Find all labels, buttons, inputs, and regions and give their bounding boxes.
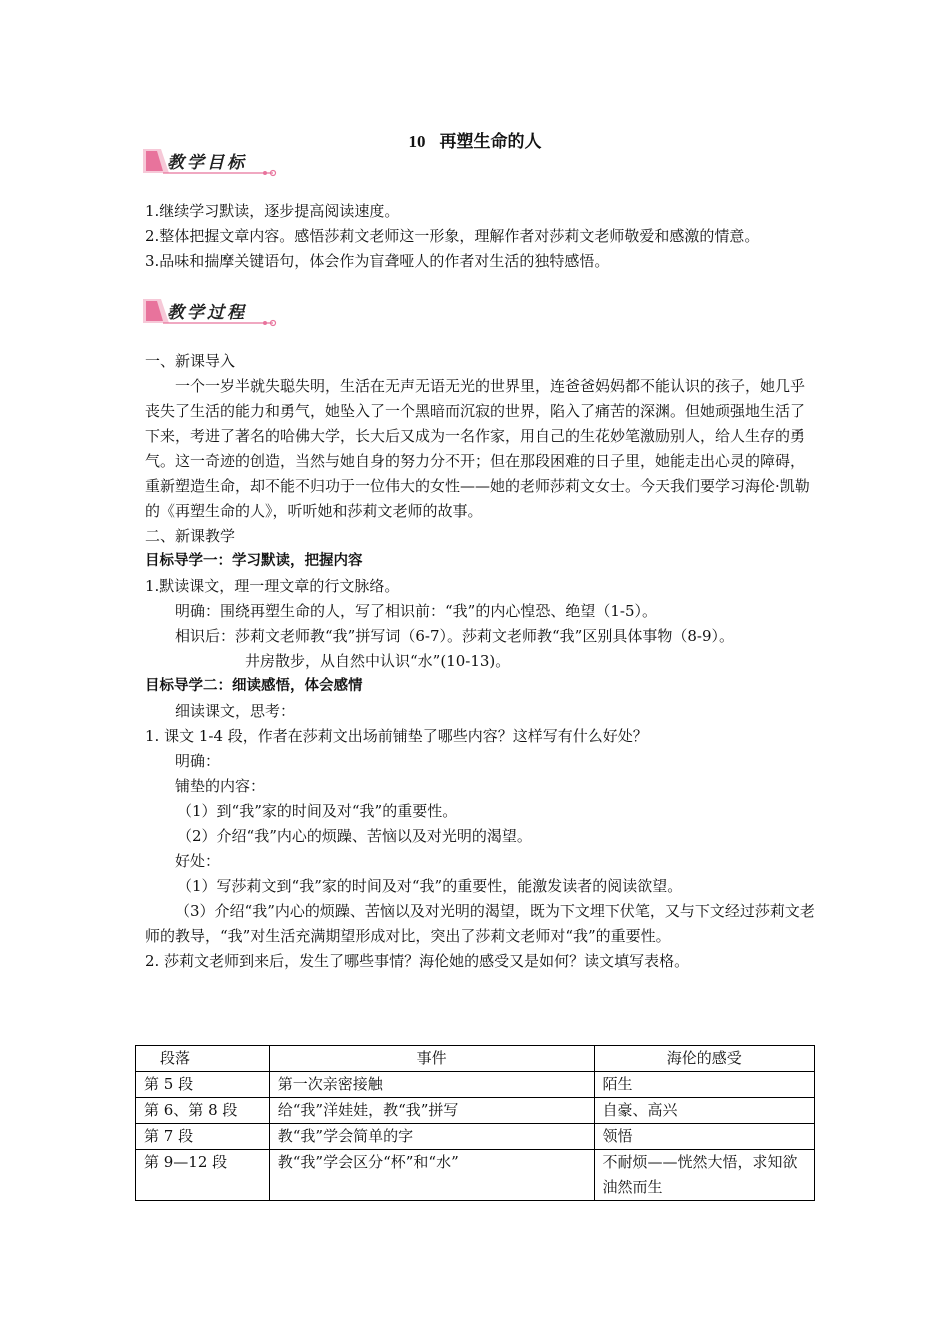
process-body	[145, 349, 815, 974]
table-cell: 第 7 段	[136, 1124, 270, 1150]
table-row	[136, 1072, 815, 1098]
table-row	[136, 1124, 815, 1150]
table-header-feeling: 海伦的感受	[594, 1046, 814, 1072]
goal-item-1: 1.继续学习默读，逐步提高阅读速度。	[145, 202, 400, 220]
goals-banner	[143, 147, 283, 177]
table-header-paragraph: 段落	[136, 1046, 270, 1072]
goal1-question: 1.默读课文，理一理文章的行文脉络。	[145, 577, 400, 595]
table-cell: 给“我”洋娃娃，教“我”拼写	[269, 1098, 594, 1124]
table-cell: 教“我”学会简单的字	[269, 1124, 594, 1150]
table-header-event: 事件	[269, 1046, 594, 1072]
table-cell: 第 5 段	[136, 1072, 270, 1098]
goal-item-2: 2.整体把握文章内容。感悟莎莉文老师这一形象，理解作者对莎莉文老师敬爱和感激的情意。	[145, 227, 760, 245]
goal2-mingque: 明确：	[175, 752, 221, 770]
table-cell: 自豪、高兴	[594, 1098, 814, 1124]
process-banner	[143, 297, 283, 327]
table-cell: 陌生	[594, 1072, 814, 1098]
lesson-title-text: 再塑生命的人	[439, 132, 542, 151]
goal2-intro: 细读课文，思考：	[175, 702, 296, 720]
goal1-answer-1: 明确：围绕再塑生命的人，写了相识前：“我”的内心惶恐、绝望（1-5）。	[175, 602, 657, 620]
table-header-row	[136, 1046, 815, 1072]
goal2-heading: 目标导学二：细读感悟，体会感情	[145, 678, 363, 694]
goals-list	[145, 199, 815, 274]
table-row	[136, 1150, 815, 1201]
table-row	[136, 1098, 815, 1124]
goal2-benefit-label: 好处：	[175, 852, 221, 870]
goals-banner-label: 教学目标	[167, 153, 247, 173]
table-cell: 第一次亲密接触	[269, 1072, 594, 1098]
table-cell: 教“我”学会区分“杯”和“水”	[269, 1150, 594, 1201]
goal2-content-2: （2）介绍“我”内心的烦躁、苦恼以及对光明的渴望。	[177, 827, 532, 845]
table-cell: 不耐烦——恍然大悟，求知欲油然而生	[594, 1150, 814, 1201]
table-cell: 第 9—12 段	[136, 1150, 270, 1201]
events-table	[135, 1045, 815, 1201]
goal1-heading: 目标导学一：学习默读，把握内容	[145, 553, 363, 569]
table-cell: 第 6、第 8 段	[136, 1098, 270, 1124]
goal2-question-1: 1. 课文 1-4 段，作者在莎莉文出场前铺垫了哪些内容？这样写有什么好处？	[145, 727, 648, 745]
process-banner-label: 教学过程	[167, 303, 247, 323]
goal2-content-label: 铺垫的内容：	[175, 777, 266, 795]
section1-heading: 一、新课导入	[145, 352, 236, 370]
goal1-answer-3: 井房散步，从自然中认识“水”(10-13)。	[245, 652, 511, 670]
lesson-number: 10	[408, 132, 426, 151]
goal2-question-2: 2. 莎莉文老师到来后，发生了哪些事情？海伦她的感受又是如何？读文填写表格。	[145, 952, 690, 970]
table-cell: 领悟	[594, 1124, 814, 1150]
intro-paragraph: 一个一岁半就失聪失明，生活在无声无语无光的世界里，连爸爸妈妈都不能认识的孩子，她几乎丧失了生活的能力和勇气，她坠入了一个黑暗而沉寂的世界，陷入了痛苦的深渊。但她顽强地生活了下来，考进了著名的哈佛大学，长大后又成为一名作家，用自己的生花妙笔激励别人，给人生存的勇气。这一奇迹的创造，当然与她自身的努力分不开；但在那段困难的日子里，她能走出心灵的障碍，重新塑造生命，却不能不归功于一位伟大的女性——她的老师莎莉文女士。今天我们要学习海伦·凯勒的《再塑生命的人》，听听她和莎莉文老师的故事。	[145, 377, 810, 520]
section2-heading: 二、新课教学	[145, 527, 236, 545]
goal2-content-1: （1）到“我”家的时间及对“我”的重要性。	[177, 802, 458, 820]
goal1-answer-2: 相识后：莎莉文老师教“我”拼写词（6-7）。莎莉文老师教“我”区别具体事物（8-9）。	[175, 627, 734, 645]
goal2-benefit-1: （1）写莎莉文到“我”家的时间及对“我”的重要性，能激发读者的阅读欲望。	[177, 877, 683, 895]
goal2-benefit-2: （3）介绍“我”内心的烦躁、苦恼以及对光明的渴望，既为下文埋下伏笔，又与下文经过莎莉文老师的教导，“我”对生活充满期望形成对比，突出了莎莉文老师对“我”的重要性。	[145, 902, 815, 945]
goal-item-3: 3.品味和揣摩关键语句，体会作为盲聋哑人的作者对生活的独特感悟。	[145, 252, 610, 270]
